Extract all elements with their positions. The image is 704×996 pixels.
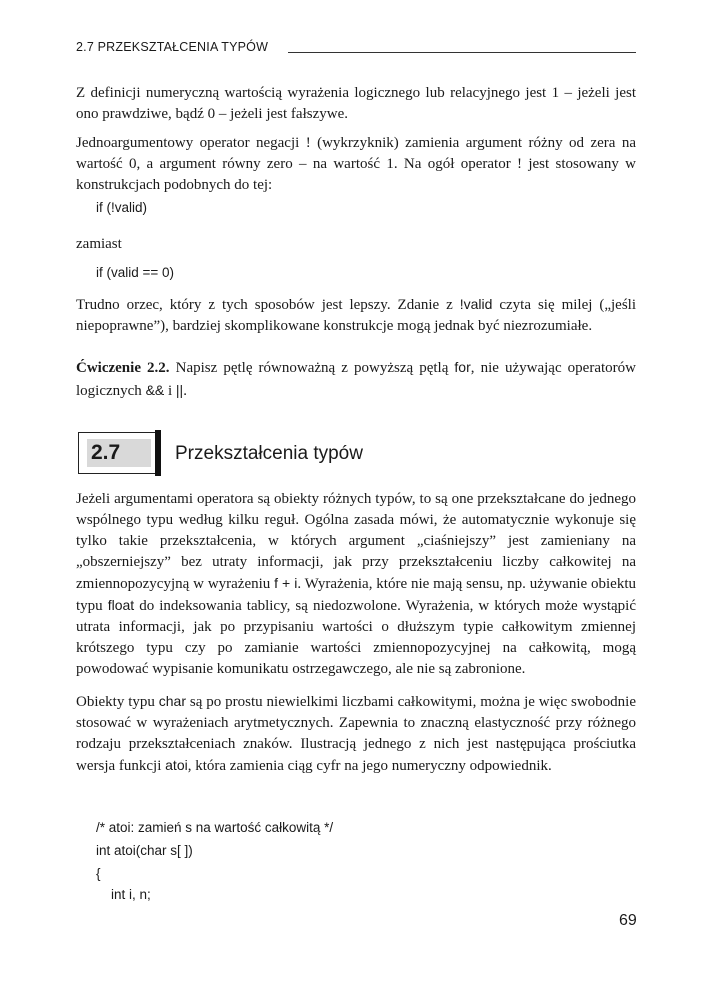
text-run: czyta się milej („jeśli niepoprawne”), bardziej skomplikowane konstrukcje mogą jednak być niezrozumiałe. bbox=[76, 297, 637, 334]
paragraph-negation bbox=[76, 133, 636, 196]
paragraph-truth-values bbox=[76, 83, 636, 125]
code-line-signature: int atoi(char s[ ]) bbox=[96, 843, 193, 858]
text-run: są po prostu niewielkimi liczbami całkowitymi, można je więc swobodnie stosować w wyrażeniach arytmetycznych. Zapewnia to znaczną elastyczność przy różnego rodzaju przekształceniach znaków. Ilustracją jednego z nich jest następująca prościutka wersja funkcji bbox=[76, 694, 636, 774]
inline-code: float bbox=[107, 597, 135, 613]
paragraph-text: zamiast bbox=[76, 236, 122, 252]
text-run: Trudno orzec, który z tych sposobów jest lepszy. Zdanie z bbox=[76, 297, 460, 313]
paragraph-text: Z definicji numeryczną wartością wyrażenia logicznego lub relacyjnego jest 1 – jeżeli jest ono prawdziwe, bądź 0 – jeżeli jest fałszywe. bbox=[76, 85, 636, 122]
header-rule bbox=[288, 52, 636, 53]
paragraph-conversions bbox=[76, 489, 636, 680]
exercise-2-2 bbox=[76, 356, 636, 402]
code-line-declaration: int i, n; bbox=[96, 887, 151, 902]
paragraph-char bbox=[76, 691, 636, 777]
code-example-valid-eq-zero: if (valid == 0) bbox=[96, 265, 175, 280]
section-number-box bbox=[78, 432, 156, 474]
paragraph-text bbox=[76, 489, 636, 680]
running-header-title: 2.7 PRZEKSZTAŁCENIA TYPÓW bbox=[76, 40, 269, 54]
paragraph-text bbox=[76, 691, 636, 777]
text-run: i bbox=[164, 383, 176, 399]
text-run: Jeżeli argumentami operatora są obiekty różnych typów, to są one przekształcane do jednego wspólnego typu według kilku reguł. Ogólna zasada mówi, że automatycznie wykonuje się tylko takie przekształcenia, w których argument „ciaśniejszy” jest zamieniany na „obszerniejszy” bez utraty informacji, jak przy przekształceniu liczby całkowitej na zmiennopozycyjną w wyrażeniu bbox=[76, 491, 636, 592]
text-run: Obiekty typu bbox=[76, 694, 159, 710]
paragraph-text bbox=[76, 294, 636, 337]
inline-code: for bbox=[454, 359, 471, 375]
inline-code: !valid bbox=[459, 296, 493, 312]
text-run: , nie używając operatorów logicznych bbox=[76, 360, 636, 399]
section-bar bbox=[155, 430, 161, 476]
paragraph-comparison bbox=[76, 294, 636, 337]
exercise-text bbox=[76, 356, 636, 402]
text-run: . bbox=[183, 383, 187, 399]
paragraph-text: Jednoargumentowy operator negacji ! (wykrzyknik) zamienia argument różny od zera na wartość 0, a argument równy zero – na wartość 1. Na ogół operator ! jest stosowany w konstrukcjach podobnych do tej: bbox=[76, 135, 636, 193]
text-run: do indeksowania tablicy, są niedozwolone. Wyrażenia, w których może wystąpić utrata informacji, jak po przypisaniu wartości o dłuższym typie całkowitym zmiennej krótszego typu czy po zamianie wartości zmiennopozycyjnej na całkowitą, mogą powodować wypisanie komunikatu ostrzegawczego, ale nie są zabronione. bbox=[76, 598, 636, 677]
inline-code: || bbox=[175, 382, 184, 398]
section-number: 2.7 bbox=[87, 439, 151, 467]
text-run: . Wyrażenia, które nie mają sensu, np. używanie obiektu typu bbox=[76, 576, 637, 614]
exercise-label: Ćwiczenie 2.2. bbox=[76, 360, 170, 376]
text-run: Napisz pętlę równoważną z powyższą pętlą bbox=[169, 360, 455, 376]
section-title: Przekształcenia typów bbox=[175, 443, 363, 464]
running-header bbox=[76, 40, 636, 60]
code-line-comment: /* atoi: zamień s na wartość całkowitą */ bbox=[96, 820, 334, 835]
inline-code: char bbox=[158, 693, 186, 709]
inline-code: && bbox=[145, 382, 165, 398]
inline-code: atoi bbox=[165, 757, 188, 773]
inline-code: f + i bbox=[274, 575, 298, 591]
text-run: , która zamienia ciąg cyfr na jego numeryczny odpowiednik. bbox=[187, 758, 552, 774]
word-zamiast bbox=[76, 234, 636, 255]
code-line-brace: { bbox=[96, 866, 101, 881]
page-number: 69 bbox=[619, 912, 637, 929]
code-example-not-valid: if (!valid) bbox=[96, 200, 148, 215]
